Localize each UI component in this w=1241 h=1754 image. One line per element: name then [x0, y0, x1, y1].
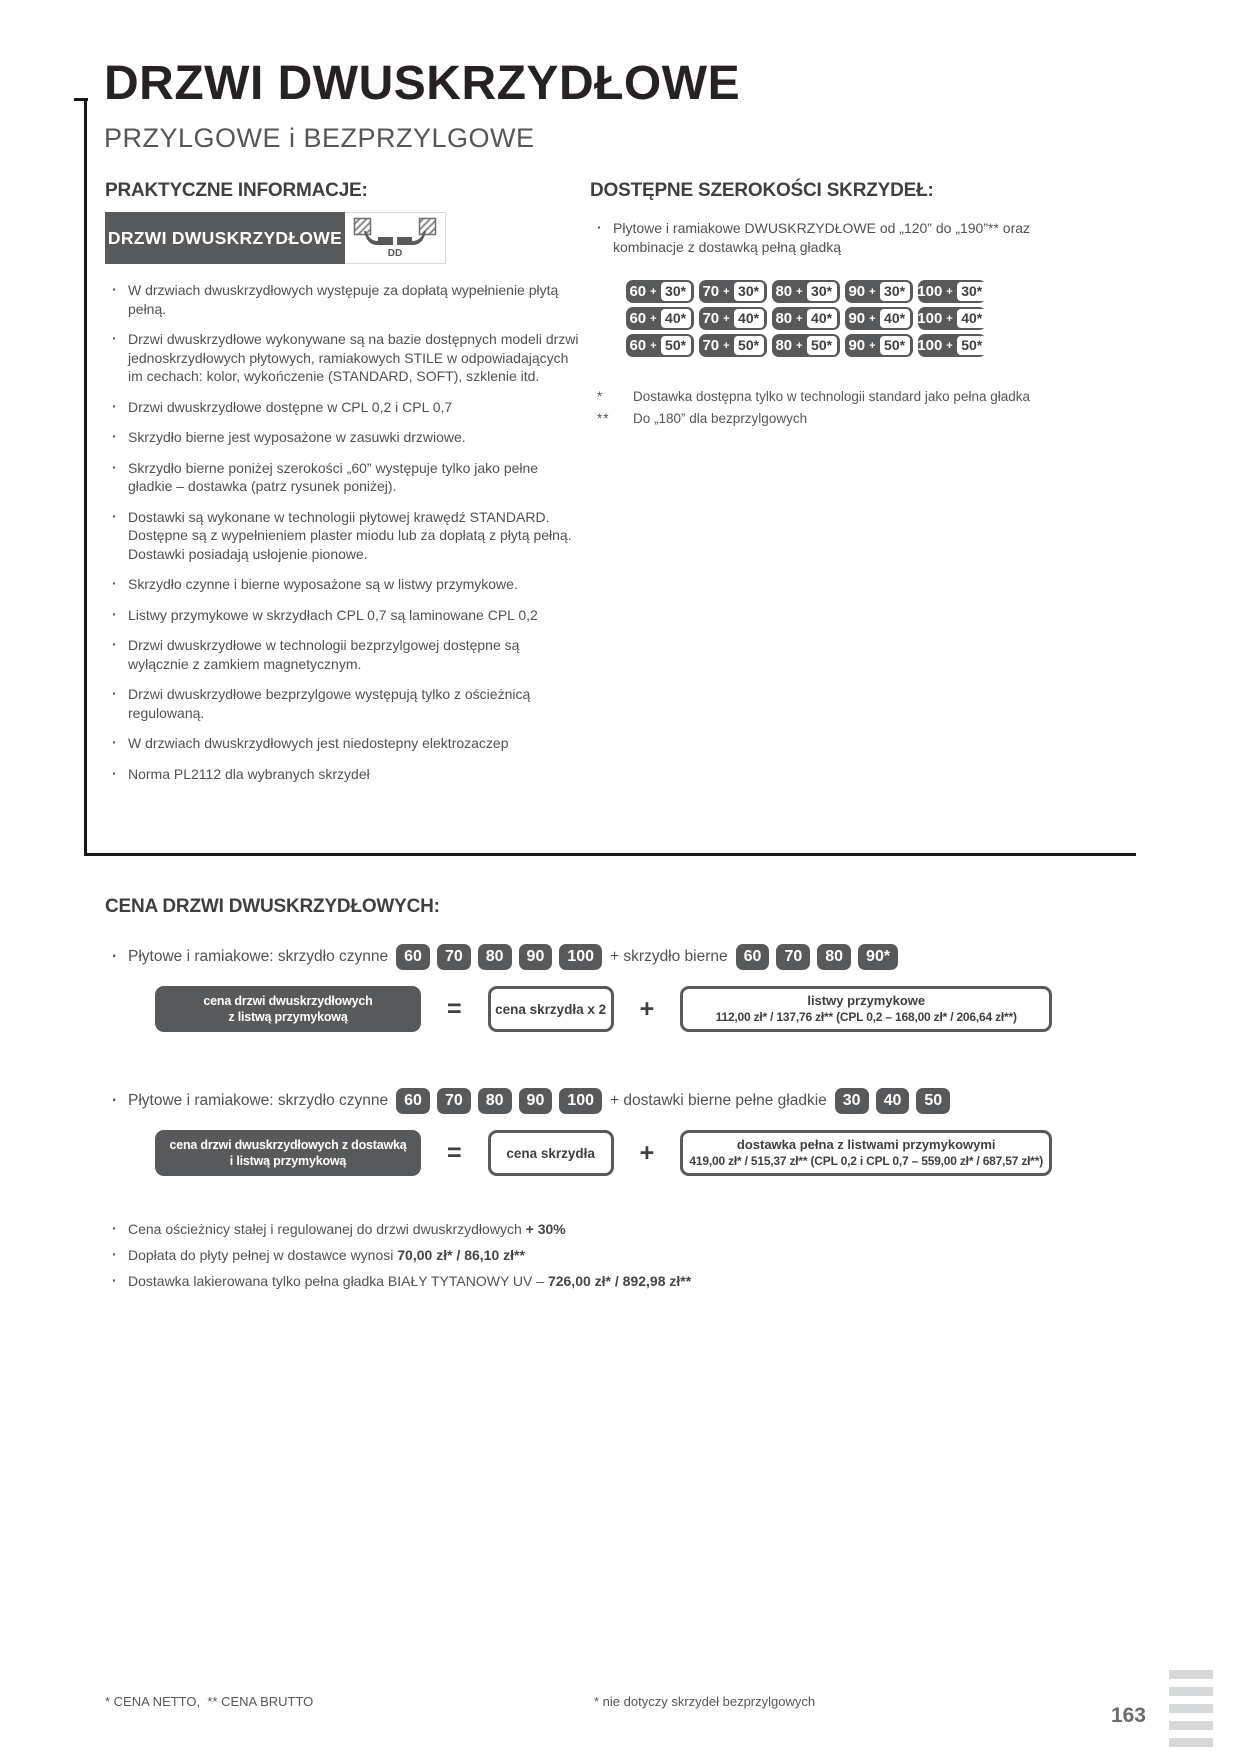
footnote-mark: **	[597, 411, 610, 426]
addon-width-value: 30*	[880, 282, 910, 301]
pricing-note	[105, 1220, 1145, 1238]
practical-bullet: · Skrzydło bierne poniżej szerokości „60” występuje tylko jako pełne gładkie – dostawka (patrz rysunek poniżej).	[105, 459, 583, 496]
leaf-width-value: 60	[629, 337, 647, 354]
addon-width-value: 30*	[957, 282, 987, 301]
plus-sign: +	[639, 1138, 655, 1167]
addon-width-value: 40*	[734, 309, 764, 328]
row2-passive-badges	[835, 1088, 950, 1114]
pricing-formula-1	[155, 986, 1145, 1032]
pricing-row2-intro	[105, 1088, 1145, 1114]
door-type-icon-box	[345, 212, 446, 264]
practical-bullet: · W drzwiach dwuskrzydłowych występuje za dopłatą wypełnienie płytą pełną.	[105, 281, 583, 318]
width-combos-grid	[626, 280, 1042, 357]
double-door-plan-icon	[353, 217, 437, 249]
leaf-width-value: 90	[848, 310, 866, 327]
plus-sign: +	[946, 312, 953, 325]
available-widths-section	[590, 180, 1042, 433]
width-footnotes	[590, 389, 1042, 426]
practical-bullet: · Dostawki są wykonane w technologii płytowej krawędź STANDARD. Dostępne są z wypełnieniem plaster miodu lub za dopłatą z płytą pełną. Dostawki posiadają usłojenie pionowe.	[105, 508, 583, 564]
width-combo-badge	[699, 334, 767, 357]
width-badge: 60	[396, 1088, 430, 1114]
row1-passive-badges	[736, 944, 898, 970]
plus-sign: +	[796, 339, 803, 352]
width-combo-badge	[918, 280, 986, 303]
formula1-part2-line2: 112,00 zł* / 137,76 zł** (CPL 0,2 – 168,00 zł* / 206,64 zł**)	[715, 1010, 1017, 1024]
pricing-note	[105, 1272, 1145, 1290]
width-badge: 70	[437, 1088, 471, 1114]
frame-bottom-line	[84, 853, 1136, 856]
plus-sign: +	[650, 339, 657, 352]
footnote-mark: *	[597, 389, 604, 404]
width-combo-badge	[626, 307, 694, 330]
page-edge-stripe	[1169, 1721, 1213, 1730]
pricing-notes	[105, 1220, 1145, 1290]
note-text: Cena ościeżnicy stałej i regulowanej do drzwi dwuskrzydłowych	[128, 1221, 526, 1237]
width-badge: 70	[776, 944, 810, 970]
note-value: + 30%	[525, 1221, 566, 1237]
width-badge: 80	[478, 1088, 512, 1114]
leaf-width-value: 100	[917, 337, 943, 354]
row2-active-badges	[396, 1088, 602, 1114]
addon-width-value: 50*	[807, 336, 837, 355]
leaf-width-value: 70	[702, 310, 720, 327]
leaf-width-value: 80	[775, 283, 793, 300]
pricing-note	[105, 1246, 1145, 1264]
door-type-label-row	[105, 212, 583, 264]
addon-width-value: 40*	[880, 309, 910, 328]
leaf-width-value: 90	[848, 283, 866, 300]
width-badge: 70	[437, 944, 471, 970]
page-edge-stripe	[1169, 1738, 1213, 1747]
formula1-part1-box: cena skrzydła x 2	[488, 986, 614, 1032]
plus-sign: +	[796, 312, 803, 325]
leaf-width-value: 90	[848, 337, 866, 354]
width-badge: 80	[817, 944, 851, 970]
width-badge: 60	[396, 944, 430, 970]
practical-info-section	[105, 180, 583, 795]
practical-heading: PRAKTYCZNE INFORMACJE:	[105, 180, 368, 201]
addon-width-value: 50*	[957, 336, 987, 355]
width-combo-badge	[626, 280, 694, 303]
widths-heading: DOSTĘPNE SZEROKOŚCI SKRZYDEŁ:	[590, 180, 934, 201]
page-number: 163	[1110, 1704, 1146, 1727]
pricing-heading: CENA DRZWI DWUSKRZYDŁOWYCH:	[105, 896, 440, 917]
frame-left-line	[84, 98, 87, 855]
width-combo-badge	[772, 334, 840, 357]
addon-width-value: 40*	[661, 309, 691, 328]
row2-mid-text: + dostawki bierne pełne gładkie	[610, 1092, 827, 1109]
plus-sign: +	[869, 285, 876, 298]
row1-intro-text: · Płytowe i ramiakowe: skrzydło czynne	[128, 948, 389, 965]
addon-width-value: 40*	[807, 309, 837, 328]
formula1-result-box	[155, 986, 421, 1032]
equals-sign: =	[447, 1138, 462, 1167]
leaf-width-value: 80	[775, 310, 793, 327]
width-badge: 100	[559, 944, 602, 970]
practical-bullet: · Drzwi dwuskrzydłowe bezprzylgowe występują tylko z ościeżnicą regulowaną.	[105, 685, 583, 722]
practical-bullet: · Drzwi dwuskrzydłowe wykonywane są na bazie dostępnych modeli drzwi jednoskrzydłowych płytowych, ramiakowych STILE w odpowiadających im cechach: kolor, wykończenie (STANDARD, SOFT), szklenie itd.	[105, 330, 583, 386]
plus-sign: +	[946, 285, 953, 298]
addon-width-value: 30*	[734, 282, 764, 301]
footnote-text: Dostawka dostępna tylko w technologii standard jako pełna gładka	[633, 389, 1030, 404]
footer-price-legend: * CENA NETTO, ** CENA BRUTTO	[105, 1694, 314, 1709]
leaf-width-value: 70	[702, 337, 720, 354]
width-combo-badge	[626, 334, 694, 357]
width-combo-badge	[699, 280, 767, 303]
width-badge: 90	[519, 1088, 553, 1114]
width-combo-badge	[845, 307, 913, 330]
width-badge: 60	[736, 944, 770, 970]
width-badge: 30	[835, 1088, 869, 1114]
plus-sign: +	[869, 339, 876, 352]
footnote-text: Do „180” dla bezprzylgowych	[633, 411, 808, 426]
formula2-part2-line1: dostawka pełna z listwami przymykowymi	[736, 1137, 996, 1152]
leaf-width-value: 80	[775, 337, 793, 354]
width-badge: 50	[916, 1088, 950, 1114]
page-edge-stripe	[1169, 1704, 1213, 1713]
width-combo-badge	[918, 307, 986, 330]
addon-width-value: 40*	[957, 309, 987, 328]
addon-width-value: 50*	[661, 336, 691, 355]
pricing-section	[105, 896, 1145, 1298]
practical-bullet: · Skrzydło czynne i bierne wyposażone są w listwy przymykowe.	[105, 575, 583, 594]
addon-width-value: 30*	[807, 282, 837, 301]
addon-width-value: 50*	[734, 336, 764, 355]
leaf-width-value: 60	[629, 283, 647, 300]
pricing-formula-2	[155, 1130, 1145, 1176]
practical-bullet-list	[105, 281, 583, 783]
formula1-result-line1: cena drzwi dwuskrzydłowych	[203, 994, 373, 1008]
footer-note: * nie dotyczy skrzydeł bezprzylgowych	[594, 1694, 816, 1709]
page-subtitle: PRZYLGOWE i BEZPRZYLGOWE	[104, 123, 535, 153]
note-value: 726,00 zł* / 892,98 zł**	[547, 1273, 692, 1289]
pricing-row1-intro	[105, 944, 1145, 970]
plus-sign: +	[796, 285, 803, 298]
leaf-width-value: 70	[702, 283, 720, 300]
width-footnote	[590, 411, 1042, 426]
practical-bullet: · Skrzydło bierne jest wyposażone w zasuwki drzwiowe.	[105, 428, 583, 447]
formula2-part1-box: cena skrzydła	[488, 1130, 614, 1176]
formula2-result-box	[155, 1130, 421, 1176]
page-edge-stripe	[1169, 1687, 1213, 1696]
width-badge: 90*	[858, 944, 898, 970]
door-type-icon-caption: DD	[387, 248, 403, 259]
page-edge-stripes	[1169, 1670, 1213, 1754]
plus-sign: +	[650, 312, 657, 325]
title-block	[104, 56, 740, 154]
door-type-label: DRZWI DWUSKRZYDŁOWE	[105, 212, 345, 264]
width-footnote	[590, 389, 1042, 404]
formula2-part2-box	[680, 1130, 1052, 1176]
formula2-result-line1: cena drzwi dwuskrzydłowych z dostawką	[169, 1138, 407, 1152]
page-edge-stripe	[1169, 1670, 1213, 1679]
note-text: Dopłata do płyty pełnej w dostawce wynosi	[128, 1247, 398, 1263]
formula1-part2-line1: listwy przymykowe	[807, 993, 926, 1008]
addon-width-value: 50*	[880, 336, 910, 355]
row2-intro-text: · Płytowe i ramiakowe: skrzydło czynne	[128, 1092, 389, 1109]
width-badge: 80	[478, 944, 512, 970]
practical-bullet: · Norma PL2112 dla wybranych skrzydeł	[105, 765, 583, 784]
width-combo-badge	[918, 334, 986, 357]
plus-sign: +	[946, 339, 953, 352]
leaf-width-value: 100	[917, 310, 943, 327]
practical-bullet: · Listwy przymykowe w skrzydłach CPL 0,7 są laminowane CPL 0,2	[105, 606, 583, 625]
formula1-result-line2: z listwą przymykową	[228, 1010, 348, 1024]
width-combo-badge	[772, 307, 840, 330]
leaf-width-value: 100	[917, 283, 943, 300]
plus-sign: +	[869, 312, 876, 325]
row1-active-badges	[396, 944, 602, 970]
page-title: DRZWI DWUSKRZYDŁOWE	[104, 57, 741, 110]
plus-sign: +	[723, 312, 730, 325]
note-value: 70,00 zł* / 86,10 zł**	[397, 1247, 525, 1263]
width-badge: 90	[519, 944, 553, 970]
width-badge: 100	[559, 1088, 602, 1114]
addon-width-value: 30*	[661, 282, 691, 301]
plus-sign: +	[723, 285, 730, 298]
width-combo-badge	[845, 280, 913, 303]
leaf-width-value: 60	[629, 310, 647, 327]
practical-bullet: · Drzwi dwuskrzydłowe dostępne w CPL 0,2 i CPL 0,7	[105, 398, 583, 417]
practical-bullet: · Drzwi dwuskrzydłowe w technologii bezprzylgowej dostępne są wyłącznie z zamkiem magnetycznym.	[105, 636, 583, 673]
widths-bullet: · Płytowe i ramiakowe DWUSKRZYDŁOWE od „120” do „190”** oraz kombinacje z dostawką pełną gładką	[590, 219, 1042, 256]
plus-sign: +	[639, 994, 655, 1023]
plus-sign: +	[650, 285, 657, 298]
formula2-part2-line2: 419,00 zł* / 515,37 zł** (CPL 0,2 i CPL 0,7 – 559,00 zł* / 687,57 zł**)	[689, 1154, 1043, 1168]
practical-bullet: · W drzwiach dwuskrzydłowych jest niedostepny elektrozaczep	[105, 734, 583, 753]
width-combo-badge	[772, 280, 840, 303]
row1-mid-text: + skrzydło bierne	[610, 948, 728, 965]
formula2-result-line2: i listwą przymykową	[229, 1154, 347, 1168]
note-text: Dostawka lakierowana tylko pełna gładka BIAŁY TYTANOWY UV –	[128, 1273, 548, 1289]
plus-sign: +	[723, 339, 730, 352]
formula1-part2-box	[680, 986, 1052, 1032]
equals-sign: =	[447, 994, 462, 1023]
width-combo-badge	[845, 334, 913, 357]
width-combo-badge	[699, 307, 767, 330]
width-badge: 40	[876, 1088, 910, 1114]
